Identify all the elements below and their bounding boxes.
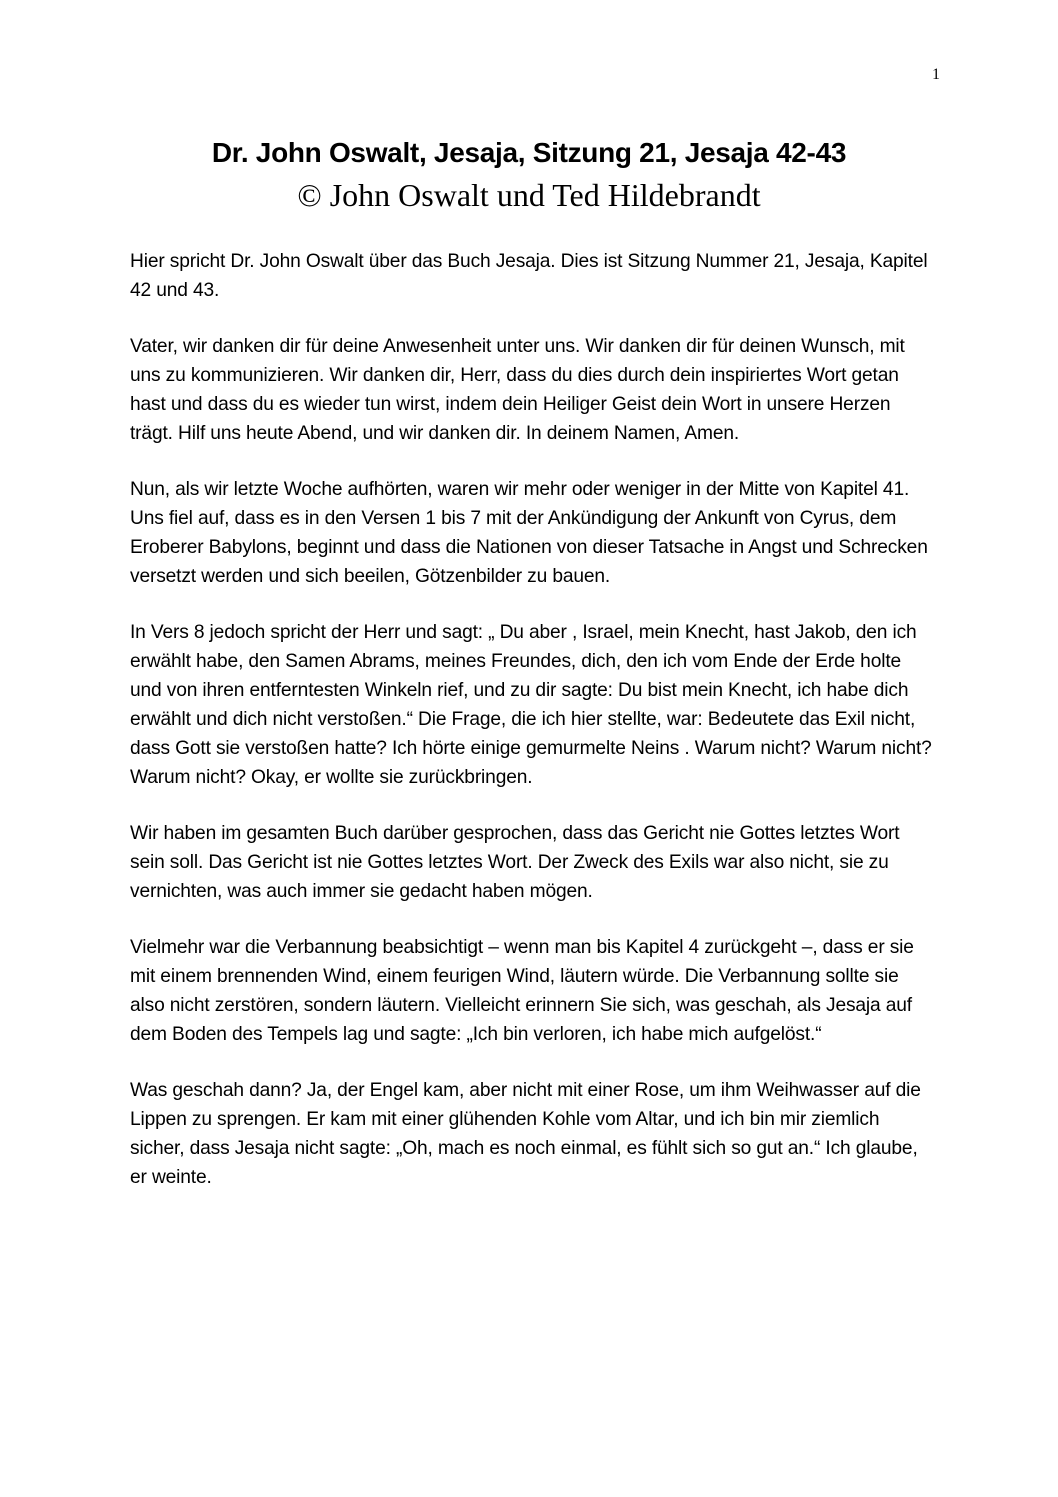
page-number: 1 — [932, 66, 940, 83]
paragraph-judgment: Wir haben im gesamten Buch darüber gesprochen, dass das Gericht nie Gottes letztes Wort sein soll. Das Gericht ist nie Gottes letztes Wort. Der Zweck des Exils war also nicht, sie zu vernichten, was auch immer sie gedacht haben mögen. — [130, 823, 900, 902]
paragraph-verse-8: In Vers 8 jedoch spricht der Herr und sagt: „ Du aber , Israel, mein Knecht, hast Jakob, den ich erwählt habe, den Samen Abrams, meines Freundes, dich, den ich vom Ende der Erde holte und von ihren entferntesten Winkeln rief, und zu dir sagte: Du bist mein Knecht, ich habe dich erwählt und dich nicht verstoßen.“ Die Frage, die ich hier stellte, war: Bedeutete das Exil nicht, dass Gott sie verstoßen hatte? Ich hörte einige gemurmelte Neins . Warum nicht? Warum nicht? Warum nicht? Okay, er wollte sie zurückbringen. — [130, 622, 932, 788]
copyright-line: © John Oswalt und Ted Hildebrandt — [297, 177, 761, 213]
paragraph-chapter-41: Nun, als wir letzte Woche aufhörten, waren wir mehr oder weniger in der Mitte von Kapitel 41. Uns fiel auf, dass es in den Versen 1 bis 7 mit der Ankündigung der Ankunft von Cyrus, dem Eroberer Babylons, beginnt und dass die Nationen von dieser Tatsache in Angst und Schrecken versetzt werden und sich beeilen, Götzenbilder zu bauen. — [130, 479, 928, 587]
paragraph-exile: Vielmehr war die Verbannung beabsichtigt – wenn man bis Kapitel 4 zurückgeht –, dass er sie mit einem brennenden Wind, einem feurigen Wind, läutern würde. Die Verbannung sollte sie also nicht zerstören, sondern läutern. Vielleicht erinnern Sie sich, was geschah, als Jesaja auf dem Boden des Tempels lag und sagte: „Ich bin verloren, ich habe mich aufgelöst.“ — [130, 937, 914, 1045]
paragraph-prayer: Vater, wir danken dir für deine Anwesenheit unter uns. Wir danken dir für deinen Wunsch, mit uns zu kommunizieren. Wir danken dir, Herr, dass du dies durch dein inspiriertes Wort getan hast und dass du es wieder tun wirst, indem dein Heiliger Geist dein Wort in unsere Herzen trägt. Hilf uns heute Abend, und wir danken dir. In deinem Namen, Amen. — [130, 336, 905, 444]
document-title: Dr. John Oswalt, Jesaja, Sitzung 21, Jesaja 42-43 — [211, 137, 847, 168]
document-header — [110, 133, 948, 217]
paragraph-angel: Was geschah dann? Ja, der Engel kam, aber nicht mit einer Rose, um ihm Weihwasser auf die Lippen zu sprengen. Er kam mit einer glühenden Kohle vom Altar, und ich bin mir ziemlich sicher, dass Jesaja nicht sagte: „Oh, mach es noch einmal, es fühlt sich so gut an.“ Ich glaube, er weinte. — [130, 1080, 921, 1188]
document-body — [130, 247, 936, 1219]
paragraph-intro: Hier spricht Dr. John Oswalt über das Buch Jesaja. Dies ist Sitzung Nummer 21, Jesaja, Kapitel 42 und 43. — [130, 251, 928, 301]
